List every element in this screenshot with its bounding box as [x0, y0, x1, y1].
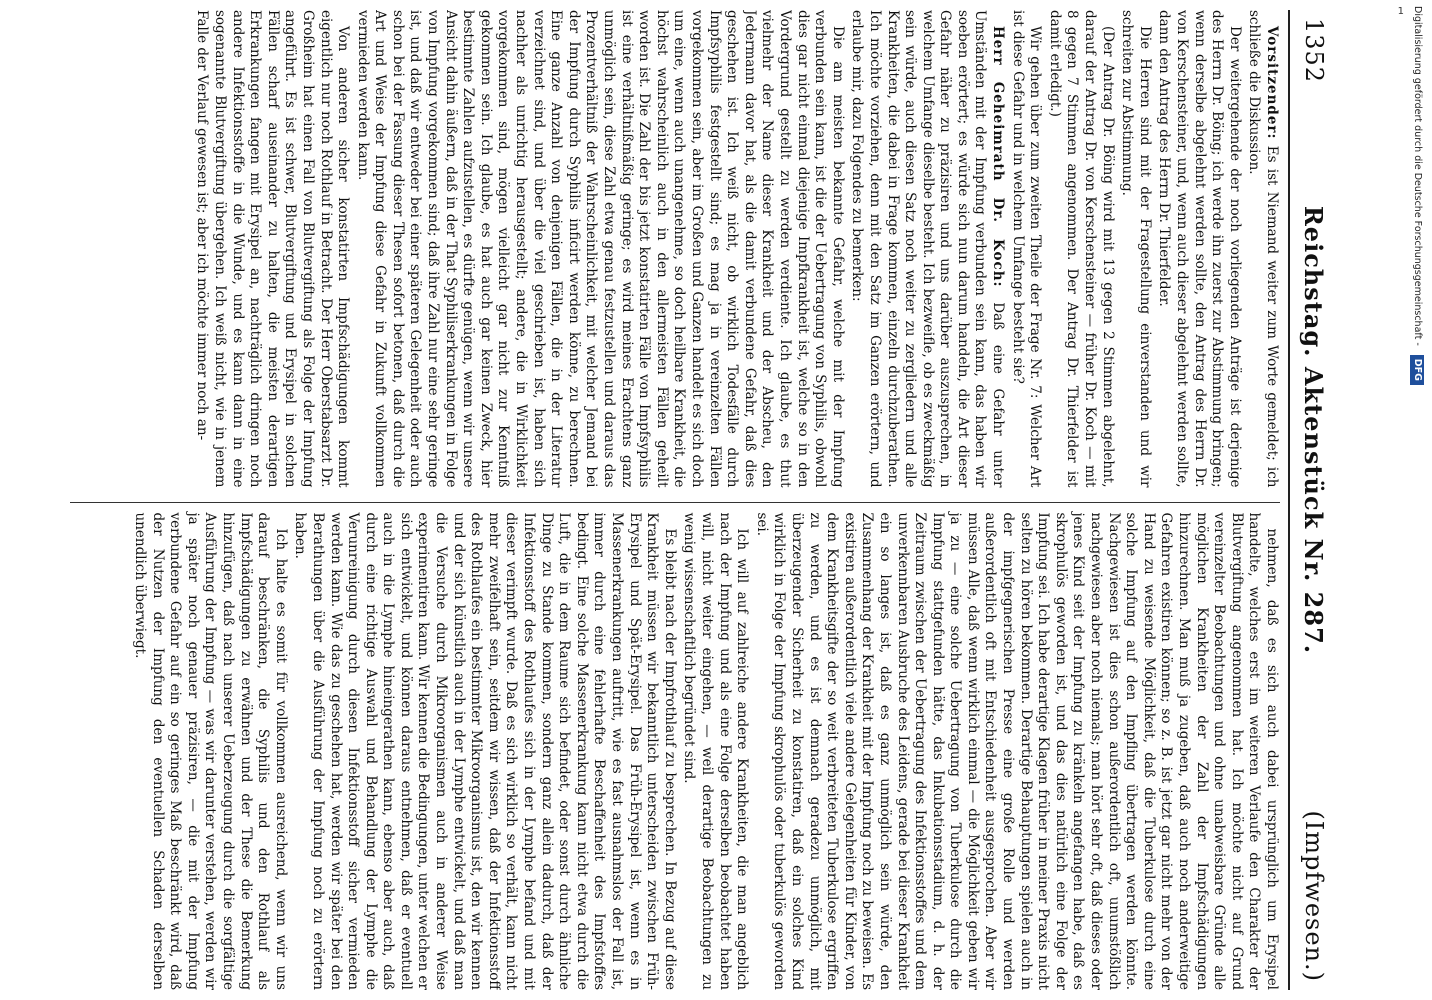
paragraph-text: Es ist Niemand weiter zum Worte gemeldet; ich schließe die Diskussion. [1246, 10, 1280, 488]
stamp-text: Digitalisierung gefördert durch die Deutsche Forschungsgemeinschaft - [1412, 6, 1423, 346]
text-column-left [70, 10, 1280, 488]
dfg-logo: DFG [1410, 355, 1424, 385]
page-number: 1352 [1300, 18, 1328, 84]
paragraph [680, 513, 750, 991]
paragraph-text: Die Herren sind mit der Fragestellung einverstanden und wir schreiten zur Abstimmung. [1119, 10, 1153, 488]
paragraph-text: Daß eine Gefahr unter Umständen mit der Impfung verbunden sein kann, das haben wir soeben erörtert; es würde sich nun darum handeln, die Art dieser Gefahr näher zu präzisiren und uns darüber auszusprechen, in welchem Umfange dieselbe besteht. Ich bezweifle, ob es zweckmäßig sein würde, auch diesen Satz noch weiter zu zergliedern und alle Krankheiten, die dabei in Frage kommen, einzeln durchzuberathen. Ich möchte vorziehen, denn mit den Satz im Ganzen erörtern, und erlaube mir, dazu Folgendes zu bemerken: [849, 10, 1007, 488]
paragraph [1008, 10, 1043, 488]
paragraph-text: Wir gehen über zum zweiten Theile der Frage Nr. 7: Welcher Art ist diese Gefahr und in welchem Umfange besteht sie? [1009, 10, 1044, 488]
speaker-name: Vorsitzender: [1264, 26, 1280, 140]
document-page [52, 0, 1352, 1000]
paragraph-text: Ich halte es somit für vollkommen ausreichend, wenn wir uns darauf beschränken, die Syphilis und den Rothlauf als Impfschädigungen zu erwähnen und der These die Bemerkung hinzufügen, daß nach unserer Ueberzeugung durch die sorgfältige Ausführung der Impfung — was wir darunter verstehen, werden wir ja später noch genauer präzisiren, — die mit der Impfung verbundene Gefahr auf ein so geringes Maß beschränkt wird, daß der Nutzen der Impfung den eventuellen Schaden derselben unendlich überwiegt. [132, 512, 289, 990]
paragraph-text: nehmen, daß es sich auch dabei ursprünglich um Erysipel handelte, welches erst im weiteren Verlaufe den Charakter der Blutvergiftung angenommen hat. Ich möchte nicht auf Grund vereinzelter Beobachtungen und ohne unabweisbare Gründe alle möglichen Krankheiten der Zahl der Impfschädigungen hinzurechnen. Man muß ja zugeben, daß auch noch anderweitige Gefahren existiren können; so z. B. ist jetzt gar nicht mehr von der Hand zu weisende Möglichkeit, daß die Tuberkulose durch eine solche Impfung auf den Impfling übertragen werden könnte. Nachgewiesen ist dies schon außerordentlich oft, unumstößlich nachgewiesen aber noch niemals; man hört sehr oft, daß dieses oder jenes Kind seit der Impfung zu kränkeln angefangen habe, daß es skrophulös geworden ist, und das dies natürlich eine Folge der Impfung sei. Ich habe derartige Klagen früher in meiner Praxis nicht selten zu hören bekommen. Derartige Behauptungen spielen auch in der impfgegnerischen Presse eine große Rolle und werden außerordentlich oft mit Entschiedenheit ausgesprochen. Aber wir müssen Alle, daß wenn wirklich einmal — die Möglichkeit geben wir ja zu — eine solche Uebertragung von Tuberkulose durch die Impfung stattgefunden hätte, das Inkubationsstadium, d. h. der Zeitraum zwischen der Uebertragung des Infektionsstoffes und dem unverkennbaren Ausbruche des Leidens, gerade bei dieser Krankheit ein so langes ist, daß es ganz unmöglich sein würde, den Zusammenhang der Krankheit mit der Impfung noch zu beweisen. Es existiren außerordentlich viele andere Gelegenheiten für Kinder, von dem Krankheitsgifte der so weit verbreiteten Tuberkulose ergriffen zu werden, und es ist demnach geradezu unmöglich, mit überzeugender Sicherheit zu konstatiren, daß ein solches Kind wirklich in Folge der Impfung skrophulös oder tuberkulös geworden sei. [753, 512, 1280, 990]
paragraph [130, 513, 288, 991]
paragraph [193, 10, 351, 488]
paragraph-text: Der weitergehende der noch vorliegenden Anträge ist derjenige des Herrn Dr. Böing; ich werde ihn zuerst zur Abstimmung bringen; wenn derselbe abgelehnt werden sollte, den Antrag des Herrn Dr. von Kerschensteiner, und, wenn auch dieser abgelehnt werden sollte, dann den Antrag des Herrn Dr. Thierfelder. [1156, 10, 1243, 488]
paragraph-text: Von anderen sicher konstatirten Impfschädigungen kommt eigentlich nur noch Rothlauf in Betracht. Der Herr Oberstabsarzt Dr. Großheim hat einen Fall von Blutvergiftung als Folge der Impfung angeführt. Es ist schwer, Blutvergiftung und Erysipel in solchen Fällen scharf auseinander zu halten, die meisten derartigen Erkrankungen fangen mit Erysipel an, nachträglich dringen noch andere Infektionsstoffe in die Wunde, und es kann dann in eine sogenannte Blutvergiftung übergehen. Ich weiß nicht, wie in jenem Falle der Verlauf gewesen ist; aber ich möchte immer noch an- [194, 10, 352, 488]
paragraph [752, 513, 1280, 991]
paragraph [1245, 10, 1280, 488]
paragraph-text: Ich will auf zahlreiche andere Krankheiten, die man angeblich nach der Impfung und als eine Folge derselben beobachtet haben will, nicht weiter eingehen, — weil derartige Beobachtungen zu wenig wissenschaftlich begründet sind. [681, 512, 751, 990]
paragraph-text: Es bleibt nach der Impfrothlauf zu besprechen. In Bezug auf diese Krankheit müssen wir bekanntlich unterscheiden zwischen Früh-Erysipel und Spät-Erysipel. Das Früh-Erysipel ist, wenn es in Massenerkrankungen auftritt, wie es fast ausnahmslos der Fall ist, immer durch eine fehlerhafte Beschaffenheit des Impfstoffes bedingt. Eine solche Massenerkrankung kann nicht etwa durch die Luft, die in dem Raume sich befindet, oder sonst durch ähnliche Dinge zu Stande kommen, sondern ganz allein dadurch, daß der Infektionsstoff des Rothlaufes sich in der Lymphe befand und mit dieser verimpft wurde. Daß es sich wirklich so verhält, kann nicht mehr zweifelhaft sein, seitdem wir wissen, daß der Infektionsstoff des Rothlaufes ein bestimmter Mikroorganismus ist, den wir kennen und der sich künstlich auch in der Lymphe entwickelt, und daß man die Versuche durch Mikroorganismen auch in anderer Weise experimentiren kann. Wir kennen die Bedingungen, unter welchen er sich entwickelt, und können daraus entnehmen, daß er eventuell auch in die Lymphe hineingerathen kann, ebenso aber auch, daß durch eine richtige Auswahl und Behandlung der Lymphe die Verunreinigung durch diesen Infektionsstoff sicher vermieden werden kann. Wie das zu geschehen hat, werden wir später bei den Berathungen über die Ausführung der Impfung noch zu erörtern haben. [292, 512, 678, 990]
page-subtitle: (Impfwesen.) [1300, 810, 1328, 982]
paragraph [1045, 10, 1115, 488]
speaker-name: Herr Geheimrath Dr. Koch: [990, 26, 1007, 288]
text-columns [70, 10, 1280, 990]
text-column-right [70, 502, 1280, 991]
paragraph [291, 513, 678, 991]
margin-mark: 1 [1397, 6, 1404, 17]
paragraph-text: Die am meisten bekannte Gefahr, welche mit der Impfung verbunden sein kann, ist die der Uebertragung von Syphilis, obwohl dies gar nicht einmal diejenige Impfkrankheit ist, welche so in den Vordergrund gestellt zu werden verdiente. Ich glaube, es thut vielmehr der Name dieser Krankheit und der Abscheu, den Jedermann davor hat, als die damit verbundene Gefahr, daß dies geschehen ist. Ich weiß nicht, ob wirklich Todesfälle durch Impfsyphilis festgestellt sind; es mag ja in vereinzelten Fällen vorgekommen sein, aber im Großen und Ganzen handelt es sich doch um eine, wenn auch unangenehme, so doch heilbare Krankheit, die höchst wahrscheinlich auch in den allermeisten Fällen geheilt worden ist. Die Zahl der bis jetzt konstatirten Fälle von Impfsyphilis ist eine verhältnißmäßig geringe; es wird meines Erachtens ganz unmöglich sein, diese Zahl etwa genau festzustellen und daraus das Prozentverhältniß der Wahrscheinlichkeit, mit welcher Jemand bei der Impfung durch Syphilis inficirt werden könne, zu berechnen. Eine ganze Anzahl von denjenigen Fällen, die in der Literatur verzeichnet sind, und über die viel geschrieben ist, haben sich nachher als unrichtig herausgestellt; andere, die in Wirklichkeit vorgekommen sind, mögen vielleicht gar nicht zur Kenntniß gekommen sein. Ich glaube, es hat auch gar keinen Zweck, hier bestimmte Zahlen aufzustellen, es dürfte genügen, wenn wir unsere Ansicht dahin äußern, daß in der That Syphiliserkrankungen in Folge von Impfung vorgekommen sind; daß ihre Zahl nur eine sehr geringe ist, und daß wir entweder bei einer späteren Gelegenheit oder auch schon bei der Fassung dieser Thesen sofort betonen, daß durch die Art und Weise der Impfung diese Gefahr in Zukunft vollkommen vermieden werden kann. [354, 10, 846, 488]
paragraph [1155, 10, 1243, 488]
dfg-stamp [1406, 6, 1428, 994]
paragraph [848, 10, 1006, 488]
header-rule [1288, 10, 1290, 990]
paragraph-text: (Der Antrag Dr. Böing wird mit 13 gegen 2 Stimmen abgelehnt, darauf der Antrag Dr. von Kerschensteiner — früher Dr. Koch — mit 8 gegen 7 Stimmen angenommen. Der Antrag Dr. Thierfelder ist damit erledigt.) [1046, 10, 1116, 488]
paragraph [353, 10, 846, 488]
page-header [1294, 18, 1334, 982]
page-title: Reichstag. Aktenstück Nr. 287. [1299, 205, 1329, 655]
paragraph [1118, 10, 1153, 488]
